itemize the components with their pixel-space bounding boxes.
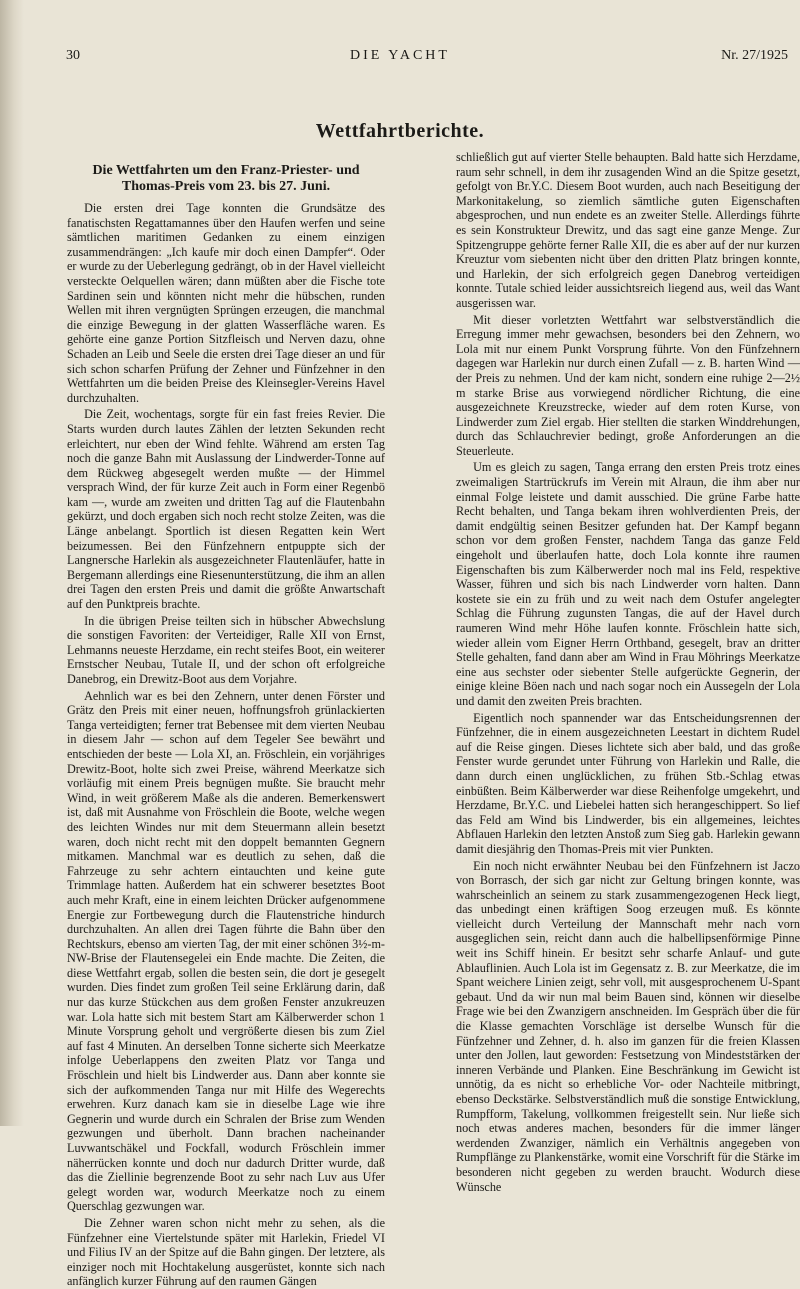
issue-number: Nr. 27/1925 <box>721 48 788 63</box>
paragraph: Aehnlich war es bei den Zehnern, unter denen Förster und Grätz den Preis mit einer neuen, hoffnungsfroh grünlackierten Tanga verteidigten; ferner trat Bebensee mit dem vierten Neubau in diesem Jahr — schon auf dem Tegeler See bewährt und entschieden der beste — Lola XI, an. Fröschlein, ein vorjähriges Drewitz-Boot, holte sich zwei Preise, während Meerkatze sich vorläufig mit einem Preis begnügen mußte. Sie braucht mehr Wind, in weit größerem Maße als die anderen. Bemerkenswert ist, daß mit Ausnahme von Fröschlein die Boote, welche wegen des leichten Windes nur mit dem Steuermann allein besetzt waren, doch nicht recht mit den doppelt bemannten Gegnern mitkamen. Manchmal war es deutlich zu sehen, daß die Fahrzeuge zu sehr achtern eintauchten und keine gute Trimmlage hatten. Außerdem hat ein schwerer besetztes Boot auch mehr Kraft, eine in einem leichten Drücker aufgenommene Energie zur Fortbewegung durch die Flautenstriche hindurch durchzuhalten. An allen drei Tagen führte die Bahn über den Rechtskurs, ebenso am vierten Tag, der mit einer schönen 3½-m-NW-Brise der Flautensegelei ein Ende machte. Die Zeiten, die diese Wettfahrt ergab, sollen die besten sein, die dort je gesegelt wurden. Dies findet zum großen Teil seine Erklärung darin, daß nur das kurze Stückchen aus dem großen Fenster anzukreuzen war. Lola hatte sich mit bestem Start am Kälberwerder schon 1 Minute Vorsprung geholt und vergrößerte diesen bis zum Ziel auf fast 4 Minuten. An derselben Tonne sicherte sich Meerkatze infolge Ueberlappens den zweiten Platz vor Tanga und Fröschlein und hielt bis Lindwerder aus. Dann aber konnte sie sich der aufkommenden Tanga nur mit Hilfe des Wegerechts erwehren. Kurz danach kam sie in dieselbe Lage wie ihre Gegnerin und wurde durch ein Schralen der Brise zum Wenden gezwungen und überholt. Dann brachen nacheinander Luvwantschäkel und Fockfall, wodurch Fröschlein immer näherrücken konnte und doch nur dadurch Dritter wurde, daß das die Ziellinie begrenzende Boot zu sehr nach Luv aus Ufer gelegt worden war, wodurch Meerkatze noch zu einem Querschlag gezwungen war. <box>67 688 385 1214</box>
article-heading: Die Wettfahrten um den Franz-Priester- und Thomas-Preis vom 23. bis 27. Juni. <box>92 163 360 194</box>
paragraph: In die übrigen Preise teilten sich in hübscher Abwechslung die sonstigen Favoriten: der Verteidiger, Ralle XII von Ernst, Lehmanns neueste Herzdame, ein recht steifes Boot, ein weiterer Ernstscher Neubau, Tutale II, und der schon oft erfolgreiche Danebrog, ein Drewitz-Boot aus dem Vorjahre. <box>67 613 385 686</box>
paragraph: Ein noch nicht erwähnter Neubau bei den Fünfzehnern ist Jaczo von Borrasch, der sich gar nicht zur Geltung bringen konnte, was wahrscheinlich an seinem zu stark zusammengezogenen Heck liegt, das unbedingt einen kräftigen Soog erzeugen muß. Es könnte vielleicht durch Verteilung der Mannschaft mehr nach vorn ausgeglichen sein, reicht dann auch die halbellipsenförmige Pinne weit ins Schiff hinein. Er besitzt sehr scharfe Anlauf- und gute Ablauflinien. Auch Lola ist im Gegensatz z. B. zur Meerkatze, die im Spant weichere Linien zeigt, sehr voll, mit ausgesprochenem U-Spant gebaut. Und da wir nun mal beim Bauen sind, können wir dieselbe Frage wie bei den Zwanzigern anschneiden. Im Gespräch über die für die Klasse gemachten Vorschläge ist derselbe Wunsch für die Fünfzehner und Zehner, d. h. also im ganzen für die freien Klassen unter den Jollen, laut geworden: Festsetzung von Mindeststärken der inneren Verbände und Planken. Eine Beschränkung im Gewicht ist unnötig, da es nicht so erhebliche Vor- oder Nachteile mitbringt, ebenso Deckstärke. Selbstverständlich muß die sonstige Entwicklung, Rumpfform, Takelung, vollkommen freigestellt sein. Nur ließe sich noch etwas anderes machen, besonders für die immer länger werdenden Zwanziger, nämlich ein Verhältnis angegeben von Rumpflänge zu Plankenstärke, womit eine Vorschrift für die Stärke im besonderen nicht gegeben zu werden braucht. Wodurch diese Wünsche <box>456 858 800 1194</box>
paragraph: schließlich gut auf vierter Stelle behaupten. Bald hatte sich Herzdame, raum sehr schnell, in dem ihr zusagenden Wind an die Spitze gesetzt, gefolgt von Br.Y.C. Diesem Boot wurden, auch nach Beseitigung der Markonitakelung, so ziemlich sämtliche guten Eigenschaften abgesprochen, und nun endete es an zweiter Stelle. Allerdings führte es sein Konstrukteur Drewitz, und das sagt eine ganze Menge. Zur Spitzengruppe gehörte ferner Ralle XII, die es aber auf der nur kurzen Kreuztur vom siebenten nicht über den dritten Platz bringen konnte, und Harlekin, der sich erfolgreich gegen Danebrog verteidigen konnte. Tutale schied leider aussichtsreich liegend aus, weil das Want ausgerissen war. <box>456 150 800 310</box>
paragraph: Die Zehner waren schon nicht mehr zu sehen, als die Fünfzehner eine Viertelstunde später mit Harlekin, Friedel VI und Filius IV an der Spitze auf die Bahn gingen. Der letztere, als einziger noch mit Hochtakelung ausgerüstet, konnte sich nach anfänglich kurzer Führung auf den raumen Gängen <box>67 1215 385 1289</box>
paragraph: Die Zeit, wochentags, sorgte für ein fast freies Revier. Die Starts wurden durch lautes Zählen der letzten Sekunden recht erleichtert, nur eben der Wind fehlte. Während am ersten Tag noch die ganze Bahn mit Auslassung der Lindwerder-Tonne auf dem Rückweg abgesegelt werden mußte — der Himmel versprach Wind, der für kurze Zeit auch in Form einer Regenbö kam —, wurde am zweiten und dritten Tag auf die Flautenbahn gekürzt, und doch ergaben sich noch recht stolze Zeiten, was die Länge anbelangt. Sportlich ist diesen Regatten kein Wert beizumessen. Bei den Fünfzehnern entpuppte sich der Langnersche Harlekin als ausgezeichneter Flautenläufer, hatte in Bergemann allerdings eine Riesenunterstützung, die ihm an allen drei Tagen den ersten Preis und damit die größte Anwartschaft auf den Punktpreis brachte. <box>67 407 385 612</box>
paragraph: Um es gleich zu sagen, Tanga errang den ersten Preis trotz eines zweimaligen Startrückrufs im Verein mit Alraun, die ihm aber nur einmal Folge leistete und damit ausschied. Die grüne Farbe hatte Recht behalten, und Tanga bekam ihren wohlverdienten Preis, der damit endgültig seinen Besitzer gefunden hat. Der Kampf begann schon vor dem großen Fenster, nachdem Tanga das ganze Feld eingeholt und überlaufen hatte, doch Lola konnte ihre raumen Eigenschaften bis zum Kälberwerder noch mal ins Feld, respektive Wasser, führen und sich bis nach Lindwerder vorn halten. Dann kostete sie ein zu früh und zu weit nach dem Ostufer angelegter Schlag die Führung zugunsten Tangas, die auf der Havel durch raumeren Wind mehr Höhe laufen konnte. Fröschlein hatte sich, wieder allein vom Eigner Herrn Orthband, gesegelt, brav an dritter Stelle gehalten, fand dann aber am Wind in Frau Möhrings Meerkatze eine aus sechster oder siebenter Stelle aufgerückte Gegnerin, der einige kleine Böen nach und nach sogar noch ein Aussegeln der Lola und damit den zweiten Preis brachten. <box>456 460 800 708</box>
left-column <box>67 163 385 1289</box>
right-column <box>456 150 800 1194</box>
page-number: 30 <box>66 48 80 63</box>
paragraph: Eigentlich noch spannender war das Entscheidungsrennen der Fünfzehner, die in einem ausgezeichneten Leestart in dichtem Rudel auf die Reise gingen. Dieses lichtete sich aber bald, und das große Fenster wurde gerundet unter Führung von Harlekin und Ralle, die dann durch einen unglücklichen, zu frühen Stb.-Schlag etwas einbüßten. Beim Kälberwerder war diese Reihenfolge umgekehrt, und Herzdame, Br.Y.C. und Liebelei hatten sich herangeschippert. So lief das Feld am Wind bis Lindwerder, bis ein allgemeines, leichtes Abflauen Harlekin den letzten Anstoß zum Sieg gab. Harlekin gewann damit diesjährig den Thomas-Preis mit vier Punkten. <box>456 710 800 856</box>
book-spine-shadow <box>0 0 24 1126</box>
paragraph: Mit dieser vorletzten Wettfahrt war selbstverständlich die Erregung immer mehr gewachsen, besonders bei den Zehnern, wo Lola mit nur einem Punkt Vorsprung führte. Von den Fünfzehnern dagegen war Harlekin nur durch einen Zufall — z. B. harten Wind — der Preis zu nehmen. Und der kam nicht, sondern eine ruhige 2—2½ m starke Brise aus vorwiegend nördlicher Richtung, die eine ausgezeichnete Kreuzstrecke, wieder auf dem roten Kurse, von Lindwerder zum Ziel ergab. Hier stellten die starken Winddrehungen, durch das Schlauchrevier bedingt, große Anforderungen an die Steuerleute. <box>456 312 800 458</box>
paragraph: Die ersten drei Tage konnten die Grundsätze des fanatischsten Regattamannes über den Haufen werfen und seine sämtlichen maritimen Gedanken zu einem einzigen zusammendrängen: „Ich kaufe mir doch einen Dampfer“. Oder er wurde zu der Ueberlegung gedrängt, ob in der Havel vielleicht versteckte Oelquellen wären; dann müßten aber die Fische tote Sardinen sein und könnten nicht mehr die hübschen, runden Wellen mit ihren vergnügten Sprüngen erzeugen, die manchmal die einzige Bewegung in der glatten Wasserfläche waren. Es gehörte eine ganze Portion Sitzfleisch und Nerven dazu, ohne Schaden an Leib und Seele die ersten drei Tage dieser an und für sich schon scharfen Prüfung der Zehner und Fünfzehner in den Wettfahrten um die beiden Preise des Kleinsegler-Vereins Havel durchzuhalten. <box>67 201 385 405</box>
section-title: Wettfahrtberichte. <box>315 120 485 142</box>
magazine-title: DIE YACHT <box>350 48 450 63</box>
